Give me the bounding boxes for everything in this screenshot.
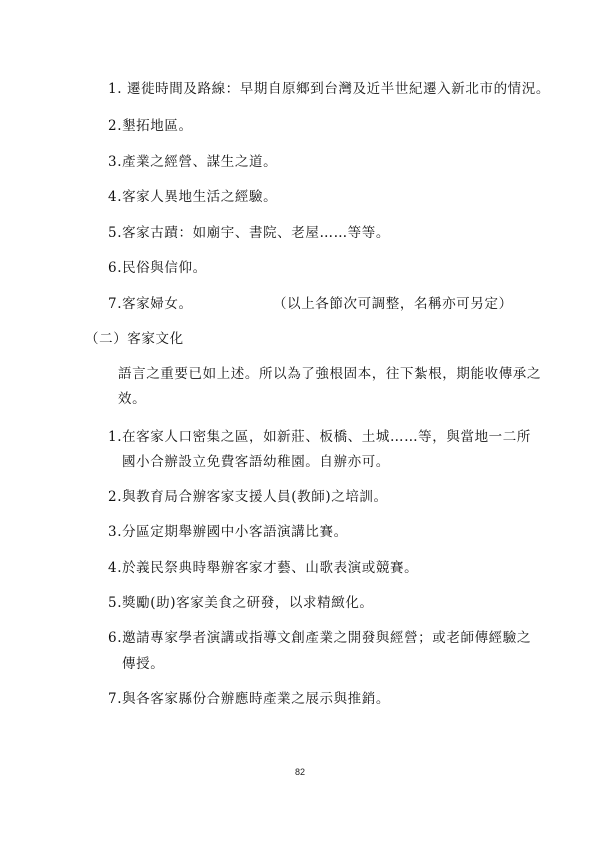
list-item-2-7: 7.與各客家縣份合辦應時產業之展示與推銷。 <box>108 691 390 707</box>
list-item-1-1: 1. 遷徙時間及路線：早期自原鄉到台灣及近半世紀遷入新北市的情況。 <box>108 81 550 97</box>
section2-intro-line-1: 語言之重要已如上述。所以為了強根固本，往下紮根，期能收傳承之 <box>118 366 541 382</box>
list-item-2-6: 6.邀請專家學者演講或指導文創產業之開發與經營；或老師傳經驗之 <box>108 630 531 646</box>
list-item-1-2: 2.墾拓地區。 <box>108 118 193 134</box>
list-item-2-1-cont: 國小合辦設立免費客語幼稚園。自辦亦可。 <box>122 454 390 470</box>
list-item-2-5: 5.獎勵(助)客家美食之研發，以求精緻化。 <box>108 595 374 611</box>
page-number: 82 <box>294 767 305 777</box>
list-item-2-6-cont: 傳授。 <box>122 656 165 672</box>
section2-intro-line-2: 效。 <box>118 391 147 407</box>
list-item-2-2: 2.與教育局合辦客家支援人員(教師)之培訓。 <box>108 489 388 505</box>
list-item-1-4: 4.客家人異地生活之經驗。 <box>108 189 278 205</box>
list-item-1-5: 5.客家古蹟：如廟宇、書院、老屋……等等。 <box>108 225 390 241</box>
section1-note: （以上各節次可調整，名稱亦可另定） <box>273 296 513 312</box>
list-item-1-6: 6.民俗與信仰。 <box>108 260 207 276</box>
list-item-1-7: 7.客家婦女。 <box>108 296 193 312</box>
list-item-2-1: 1.在客家人口密集之區，如新莊、板橋、土城……等，與當地一二所 <box>108 429 531 445</box>
list-item-2-3: 3.分區定期舉辦國中小客語演講比賽。 <box>108 524 348 540</box>
section2-heading: （二）客家文化 <box>85 331 184 347</box>
list-item-2-4: 4.於義民祭典時舉辦客家才藝、山歌表演或競賽。 <box>108 560 419 576</box>
list-item-1-3: 3.產業之經營、謀生之道。 <box>108 154 278 170</box>
